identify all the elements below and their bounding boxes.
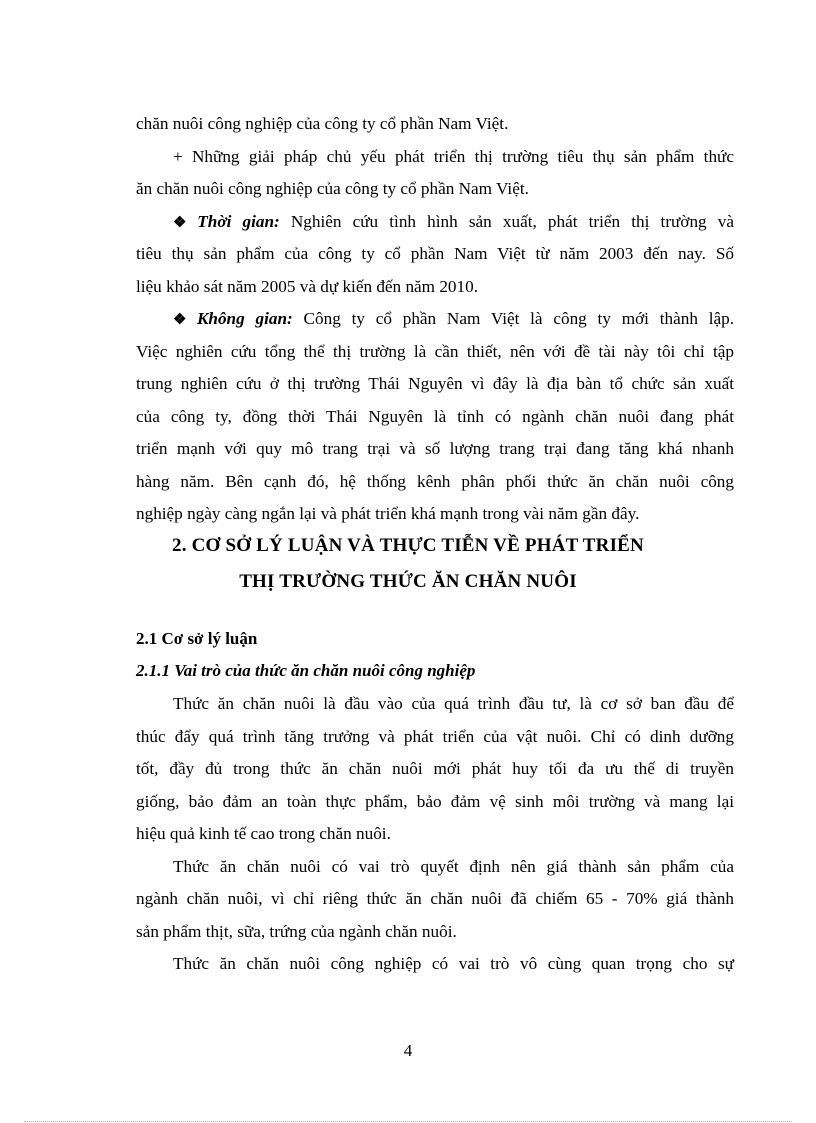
subsection-title: 2.1 Cơ sở lý luận xyxy=(136,629,258,648)
text-line: Thức ăn chăn nuôi là đầu vào của quá trình đầu tư, là cơ sở ban đầu để xyxy=(173,694,734,713)
text-line: nghiệp ngày càng ngắn lại và phát triển khá mạnh trong vài năm gần đây. xyxy=(136,504,640,523)
text-line: trung nghiên cứu ở thị trường Thái Nguyên vì đây là địa bàn tổ chức sản xuất xyxy=(136,374,734,393)
time-label: Thời gian: xyxy=(197,211,280,231)
section-heading xyxy=(100,528,716,600)
time-scope-line xyxy=(136,206,734,239)
page-number: 4 xyxy=(403,1041,413,1060)
page-bottom-divider xyxy=(24,1121,792,1122)
text-line: Thức ăn chăn nuôi có vai trò quyết định nên giá thành sản phẩm của xyxy=(173,856,734,876)
text-line: thúc đẩy quá trình tăng trưởng và phát triển của vật nuôi. Chỉ có dinh dưỡng xyxy=(136,726,734,746)
section-heading-line: 2. CƠ SỞ LÝ LUẬN VÀ THỰC TIỄN VỀ PHÁT TRIỂN xyxy=(172,535,644,556)
text-line: hàng năm. Bên cạnh đó, hệ thống kênh phân phối thức ăn chăn nuôi công xyxy=(136,471,734,491)
section-heading-line: THỊ TRƯỜNG THỨC ĂN CHĂN NUÔI xyxy=(239,571,577,592)
space-text: Công ty cổ phần Nam Việt là công ty mới thành lập. xyxy=(292,309,734,328)
space-scope-line xyxy=(136,303,734,336)
text-line: sản phẩm thịt, sữa, trứng của ngành chăn nuôi. xyxy=(136,921,457,941)
text-line: + Những giải pháp chủ yếu phát triển thị trường tiêu thụ sản phẩm thức xyxy=(173,146,734,166)
text-line: triển mạnh với quy mô trang trại và số lượng trang trại đang tăng khá nhanh xyxy=(136,439,734,458)
space-label: Không gian: xyxy=(196,309,293,328)
role-section xyxy=(136,688,734,981)
scope-section xyxy=(136,108,734,531)
text-line: tốt, đầy đủ trong thức ăn chăn nuôi mới phát huy tối đa ưu thế di truyền xyxy=(136,759,734,778)
text-line: Thức ăn chăn nuôi công nghiệp có vai trò vô cùng quan trọng cho sự xyxy=(173,954,734,973)
diamond-bullet-icon: ❖ xyxy=(173,214,194,231)
text-line: của công ty, đồng thời Thái Nguyên là tỉnh có ngành chăn nuôi đang phát xyxy=(136,406,734,426)
text-line: ngành chăn nuôi, vì chỉ riêng thức ăn chăn nuôi đã chiếm 65 - 70% giá thành xyxy=(136,889,734,908)
text-line: chăn nuôi công nghiệp của công ty cổ phần Nam Việt. xyxy=(136,114,509,133)
sub-subsection-title: 2.1.1 Vai trò của thức ăn chăn nuôi công nghiệp xyxy=(136,661,476,680)
diamond-bullet-icon: ❖ xyxy=(173,312,193,328)
text-line: Việc nghiên cứu tổng thể thị trường là cần thiết, nên với đề tài này tôi chỉ tập xyxy=(136,341,734,361)
text-line: ăn chăn nuôi công nghiệp của công ty cổ phần Nam Việt. xyxy=(136,179,529,198)
text-line: tiêu thụ sản phẩm của công ty cổ phần Nam Việt từ năm 2003 đến nay. Số xyxy=(136,244,734,263)
time-text: Nghiên cứu tình hình sản xuất, phát triển thị trường và xyxy=(279,211,734,231)
text-line: liệu khảo sát năm 2005 và dự kiến đến năm 2010. xyxy=(136,276,479,296)
text-line: giống, bảo đảm an toàn thực phẩm, bảo đảm vệ sinh môi trường và mang lại xyxy=(136,791,734,811)
text-line: hiệu quả kinh tế cao trong chăn nuôi. xyxy=(136,824,391,843)
